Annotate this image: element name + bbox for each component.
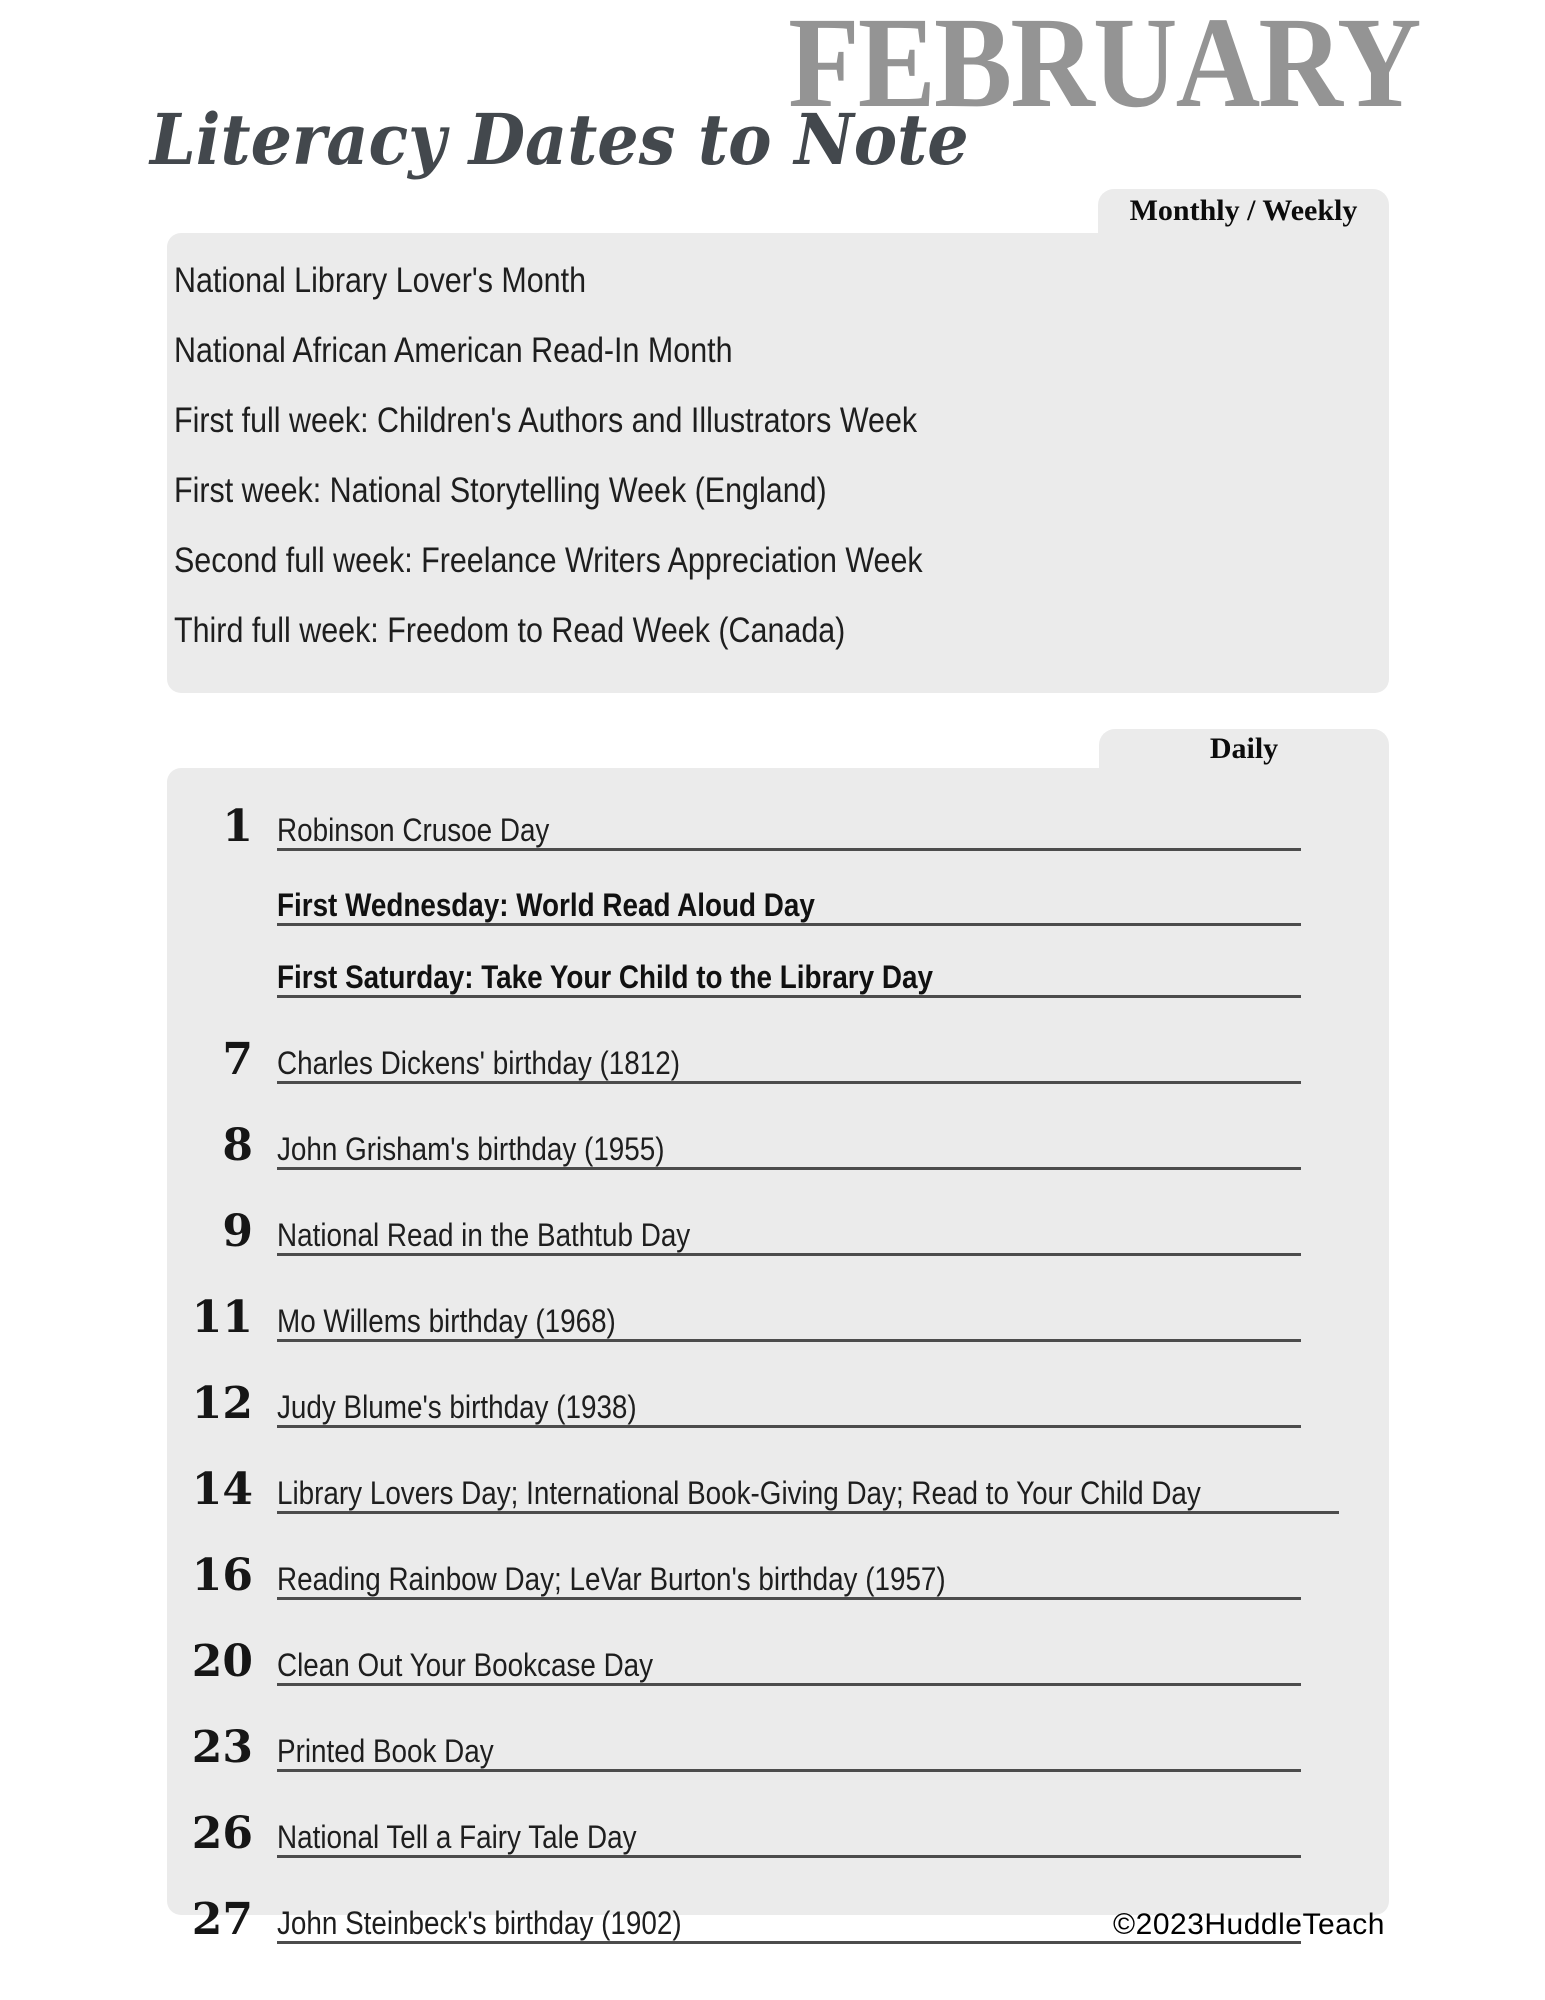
daily-event-line: [277, 1133, 1301, 1170]
daily-row: [167, 1120, 1389, 1171]
tab-monthly-weekly-label: Monthly / Weekly: [1129, 194, 1358, 227]
daily-event-line: [277, 1821, 1301, 1858]
monthly-item-text: Second full week: Freelance Writers Appreciation Week: [174, 541, 923, 580]
daily-event-text: Mo Willems birthday (1968): [277, 1303, 616, 1339]
daily-event-text: Charles Dickens' birthday (1812): [277, 1045, 680, 1081]
monthly-item: [174, 456, 1389, 526]
daily-event-line: [277, 1219, 1301, 1256]
copyright-notice: ©2023HuddleTeach: [1113, 1908, 1385, 1941]
daily-event-line: [277, 889, 1301, 926]
daily-event-line: [277, 1477, 1339, 1514]
daily-day-number: 27: [191, 1894, 253, 1945]
daily-event-line: [277, 1391, 1301, 1428]
daily-event-text: Clean Out Your Bookcase Day: [277, 1647, 654, 1683]
monthly-item-text: First week: National Storytelling Week (England): [174, 471, 827, 510]
daily-day-number: 11: [191, 1292, 253, 1343]
monthly-item-text: National Library Lover's Month: [174, 261, 587, 300]
daily-event-line: [277, 1305, 1301, 1342]
monthly-item-text: First full week: Children's Authors and Illustrators Week: [174, 401, 918, 440]
daily-row: [167, 1722, 1389, 1773]
daily-event-text: National Tell a Fairy Tale Day: [277, 1819, 637, 1855]
daily-event-text: John Steinbeck's birthday (1902): [277, 1905, 682, 1941]
daily-event-text: Robinson Crusoe Day: [277, 812, 550, 848]
tab-daily: [1099, 729, 1389, 768]
daily-day-number: 1: [222, 801, 253, 852]
daily-row: [167, 801, 1389, 852]
daily-row: [167, 1636, 1389, 1687]
daily-row: [167, 1034, 1389, 1085]
daily-event-text: Printed Book Day: [277, 1733, 494, 1769]
daily-day-number: 7: [222, 1034, 253, 1085]
daily-list: [167, 801, 1389, 1945]
daily-event-line: [277, 961, 1301, 998]
month-heading: FEBRUARY: [788, 0, 1420, 135]
daily-event-text: First Wednesday: World Read Aloud Day: [277, 887, 815, 923]
daily-event-line: [277, 1563, 1301, 1600]
daily-event-text: Library Lovers Day; International Book-Giving Day; Read to Your Child Day: [277, 1475, 1201, 1511]
daily-event-text: John Grisham's birthday (1955): [277, 1131, 665, 1167]
daily-row: [167, 1378, 1389, 1429]
daily-event-text: First Saturday: Take Your Child to the Library Day: [277, 959, 933, 995]
daily-event-line: [277, 814, 1301, 851]
daily-row: [167, 961, 1389, 998]
monthly-item: [174, 596, 1389, 666]
daily-row: [167, 1206, 1389, 1257]
daily-event-line: [277, 1047, 1301, 1084]
tab-monthly-weekly: [1098, 189, 1389, 233]
daily-row: [167, 1292, 1389, 1343]
monthly-item: [174, 526, 1389, 596]
daily-row: [167, 1464, 1389, 1515]
daily-day-number: 26: [191, 1808, 253, 1859]
daily-day-number: 23: [191, 1722, 253, 1773]
daily-row: [167, 889, 1389, 926]
daily-day-number: 16: [191, 1550, 253, 1601]
daily-event-text: National Read in the Bathtub Day: [277, 1217, 691, 1253]
monthly-item-text: Third full week: Freedom to Read Week (Canada): [174, 611, 846, 650]
page-title: Literacy Dates to Note: [150, 98, 969, 181]
monthly-item-text: National African American Read-In Month: [174, 331, 733, 370]
daily-row: [167, 1808, 1389, 1859]
daily-day-number: 8: [222, 1120, 253, 1171]
daily-event-text: Judy Blume's birthday (1938): [277, 1389, 637, 1425]
daily-event-line: [277, 1735, 1301, 1772]
daily-event-text: Reading Rainbow Day; LeVar Burton's birthday (1957): [277, 1561, 946, 1597]
daily-day-number: 9: [222, 1206, 253, 1257]
monthly-weekly-panel: [167, 233, 1389, 693]
daily-day-number: 14: [191, 1464, 253, 1515]
monthly-item: [174, 246, 1389, 316]
monthly-item: [174, 316, 1389, 386]
tab-daily-label: Daily: [1209, 731, 1279, 765]
daily-event-line: [277, 1649, 1301, 1686]
daily-row: [167, 1550, 1389, 1601]
daily-day-number: 20: [191, 1636, 253, 1687]
monthly-item: [174, 386, 1389, 456]
daily-day-number: 12: [191, 1378, 253, 1429]
monthly-list: [174, 246, 1389, 666]
